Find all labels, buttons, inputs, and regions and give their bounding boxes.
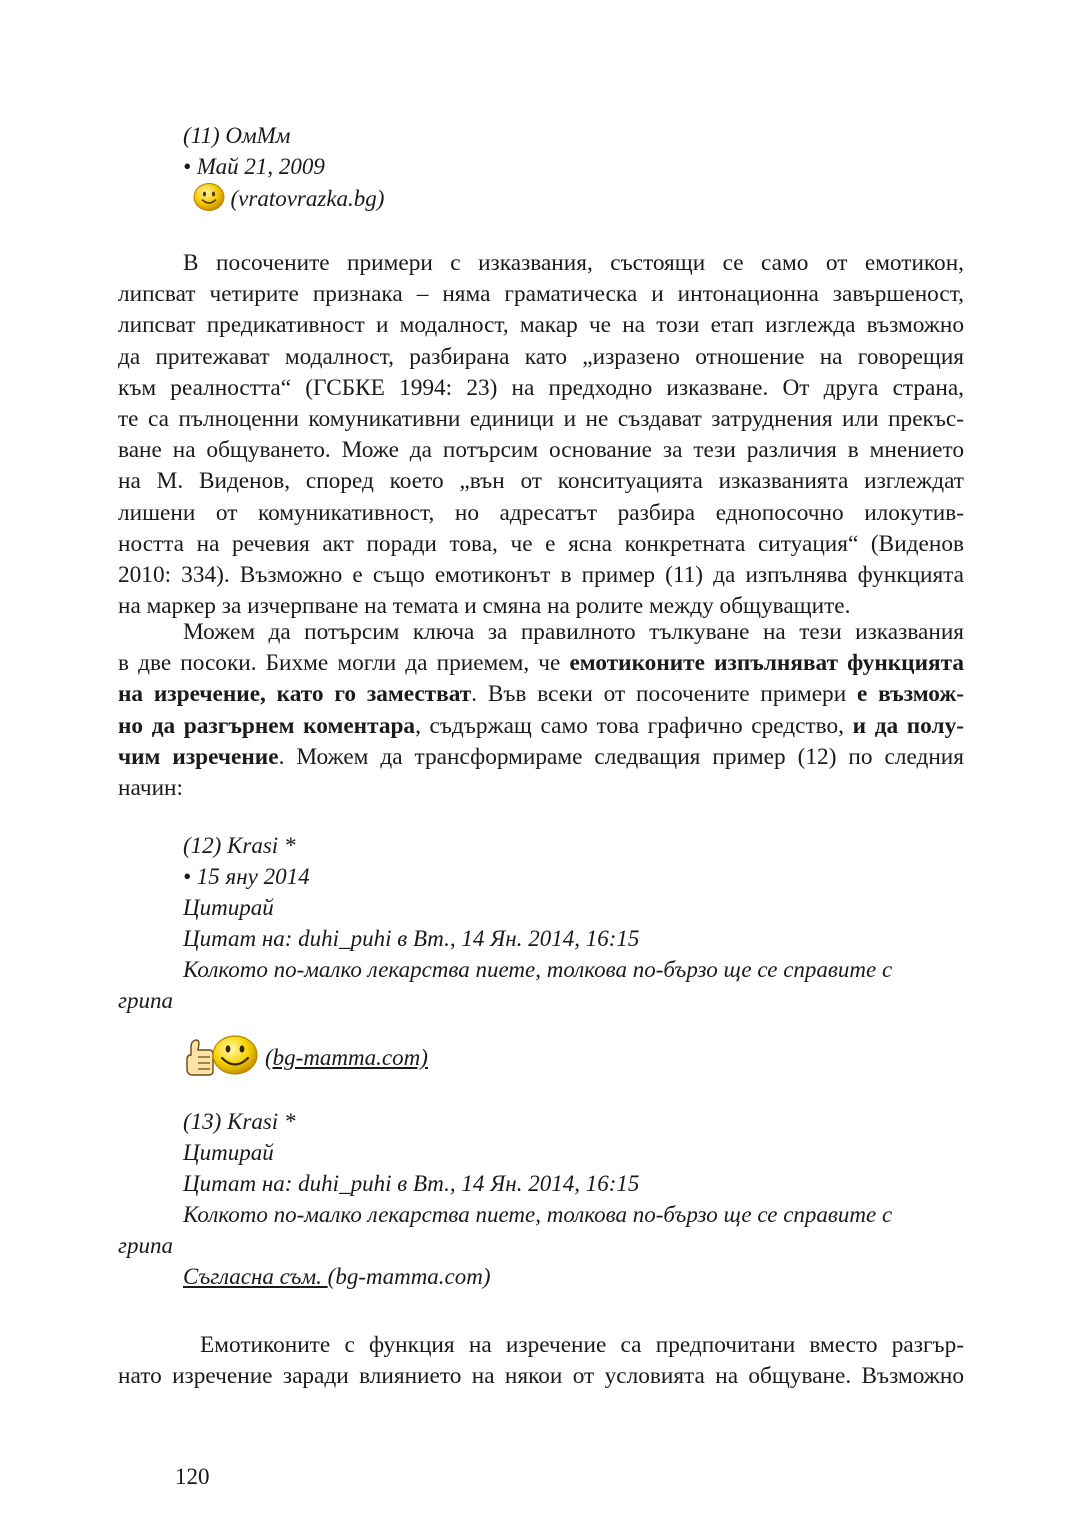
para2-bold: и да полу-: [852, 712, 965, 739]
smiley-icon: [193, 182, 225, 220]
example-13-quote-text: Колкото по-малко лекарства пиете, толкова по-бързо ще се справите с: [183, 1202, 893, 1227]
example-11-source: (vratovrazka.bg): [224, 186, 385, 211]
example-13-source: (bg-mamma.com): [327, 1264, 491, 1289]
para1-line: липсват предикативност и модалност, макар че на този етап изглежда възможно: [118, 312, 964, 339]
example-13-header: (13) Krasi *: [183, 1109, 296, 1134]
para2-line: Можем да потърсим ключа за правилното тълкуване на тези изказвания: [183, 619, 964, 645]
thumbs-up-smiley-icon: [183, 1033, 265, 1085]
para2-line: [118, 648, 964, 679]
example-11: [118, 120, 384, 220]
para2-line: [118, 679, 964, 710]
example-12-date: • 15 яну 2014: [183, 864, 310, 889]
example-11-header: (11) ОмМм: [183, 123, 291, 148]
para2-text: . Можем да трансформираме следващия пример (12) по следния: [278, 743, 964, 770]
para2-bold: но да разгърнем коментара: [118, 712, 416, 739]
para1-line: те са пълноценни комуникативни единици и не създават затруднения или прекъс-: [118, 406, 964, 433]
para1-line: ността на речевия акт поради това, че е ясна конкретната ситуация“ (Виденов: [118, 530, 964, 557]
para2-text: в две посоки. Бихме могли да приемем, че: [118, 650, 570, 677]
example-12-quote-text: Колкото по-малко лекарства пиете, толкова по-бързо ще се справите с: [183, 957, 893, 982]
example-12-quote-author: Цитат на: duhi_puhi в Вт., 14 Ян. 2014, 16:15: [183, 926, 640, 951]
example-13-reply-line: [118, 1261, 964, 1292]
para1-line: липсват четирите признака – няма граматическа и интонационна завършеност,: [118, 281, 964, 308]
para2-bold: е възмож-: [856, 681, 965, 708]
para1-line: лишени от комуникативност, но адресатът разбира еднопосочно илокутив-: [118, 499, 964, 526]
para2-bold: емотиконите изпълняват функцията: [569, 650, 964, 677]
para2-line: [118, 742, 964, 773]
para1-line: В посочените примери с изказвания, състоящи се само от емотикон,: [183, 250, 964, 276]
para2-text: , съдържащ само това графично средство,: [415, 712, 853, 739]
example-12-quote-text-end: грипа: [118, 988, 173, 1013]
para1-line: 2010: 334). Възможно е също емотиконът в пример (11) да изпълнява функцията: [118, 562, 964, 589]
example-12-quote-label: Цитирай: [183, 895, 274, 920]
para1-line: да притежават модалност, разбирана като „изразено отношение на говорещия: [118, 343, 964, 370]
para2-bold: чим изречение: [118, 743, 279, 770]
example-12-header: (12) Krasi *: [183, 833, 296, 858]
paragraph-3: [118, 1330, 964, 1392]
example-12-source-line: [118, 1033, 964, 1085]
para2-bold: на изречение, като го заместват: [118, 681, 472, 708]
para3-line: нато изречение заради влиянието на някои от условията на общуване. Възможно: [118, 1363, 964, 1390]
paragraph-2: [118, 617, 964, 804]
example-13-quote-author: Цитат на: duhi_puhi в Вт., 14 Ян. 2014, 16:15: [183, 1171, 640, 1196]
example-13-quote-label: Цитирай: [183, 1140, 274, 1165]
example-11-source-line: [118, 182, 384, 220]
para2-line: начин:: [118, 775, 183, 802]
example-11-date: • Май 21, 2009: [183, 154, 325, 179]
example-13: [118, 1106, 964, 1292]
para1-line: към реалността“ (ГСБКЕ 1994: 23) на предходно изказване. От друга страна,: [118, 374, 964, 401]
para1-line: ване на общуването. Може да потърсим основание за тези различия в мнението: [118, 437, 964, 464]
para2-line: [118, 711, 964, 742]
example-12-source: (bg-mamma.com): [265, 1045, 428, 1070]
page-number: 120: [175, 1464, 210, 1489]
para2-text: . Във всеки от посочените примери: [471, 681, 857, 708]
para3-line: Емотиконите с функция на изречение са предпочитани вместо разгър-: [200, 1332, 964, 1358]
example-13-quote-text-end: грипа: [118, 1233, 173, 1258]
para1-line: на М. Виденов, според което „вън от конситуацията изказванията изглеждат: [118, 468, 964, 495]
paragraph-1: [118, 248, 964, 622]
para1-line: на маркер за изчерпване на темата и смяна на ролите между общуващите.: [118, 593, 851, 620]
example-12: [118, 830, 964, 1085]
example-13-reply: Съгласна съм.: [183, 1264, 328, 1289]
